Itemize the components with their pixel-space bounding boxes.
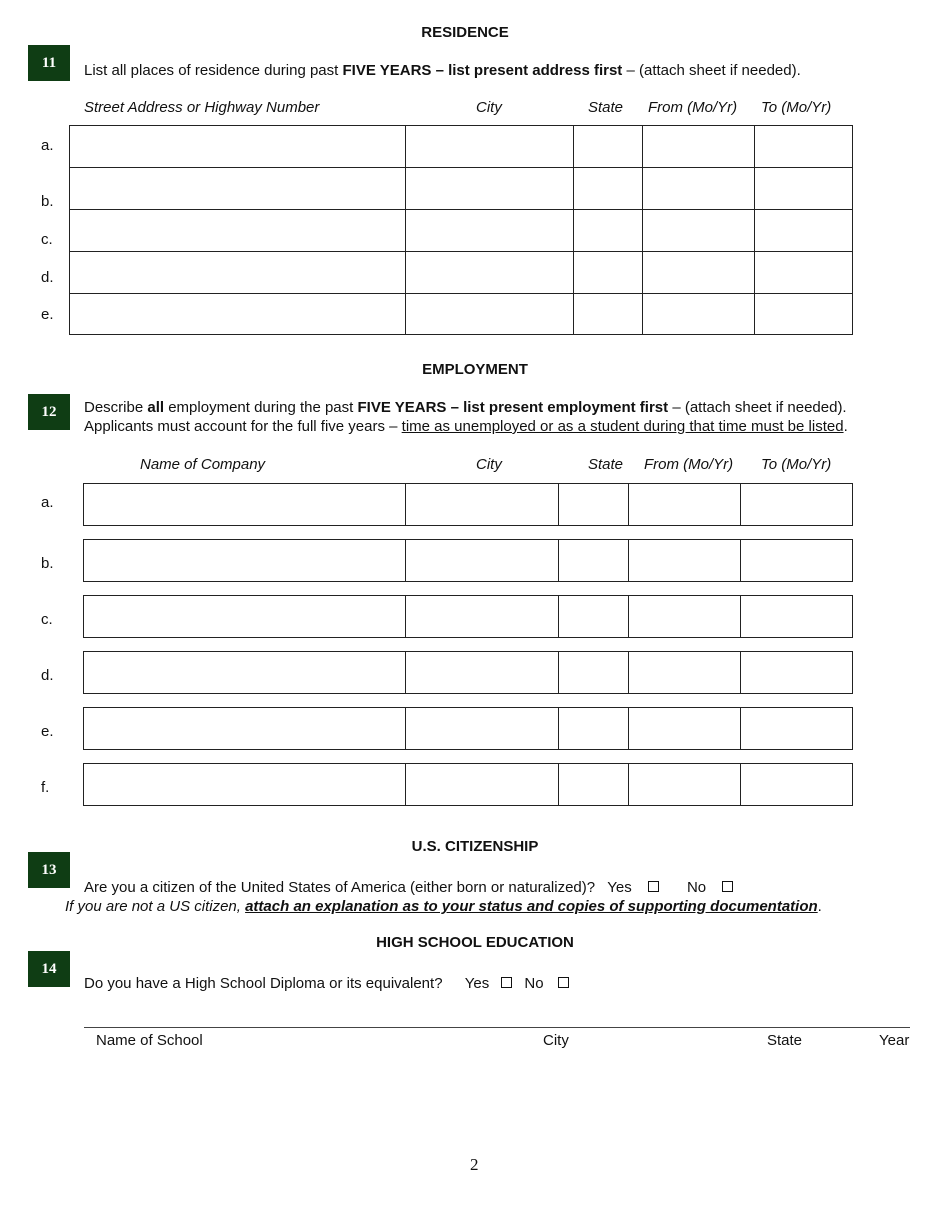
citizenship-yes-checkbox[interactable] bbox=[648, 881, 659, 892]
res-row-label-d: d. bbox=[41, 269, 54, 286]
emp-row-e-from-field[interactable] bbox=[629, 708, 740, 749]
emp-row-b-to-field[interactable] bbox=[741, 540, 853, 581]
res-col-to: To (Mo/Yr) bbox=[761, 99, 832, 116]
residence-instruction: List all places of residence during past FIVE YEARS – list present address first – (attach sheet if needed). bbox=[84, 62, 801, 79]
emp-col-to: To (Mo/Yr) bbox=[761, 456, 832, 473]
emp-row-b-company-field[interactable] bbox=[84, 540, 405, 581]
res-row-b-state[interactable] bbox=[574, 168, 641, 208]
citizenship-no-checkbox[interactable] bbox=[722, 881, 733, 892]
res-row-label-b: b. bbox=[41, 193, 54, 210]
school-col-name: Name of School bbox=[96, 1032, 203, 1049]
res-row-a-to[interactable] bbox=[755, 126, 852, 166]
res-row-d-street[interactable] bbox=[70, 252, 405, 293]
res-row-d-state[interactable] bbox=[574, 252, 641, 292]
emp-row-label-f: f. bbox=[41, 779, 50, 796]
section-12-badge: 12 bbox=[28, 394, 70, 430]
section-13-badge: 13 bbox=[28, 852, 70, 888]
res-row-c-city[interactable] bbox=[406, 210, 572, 250]
res-row-b-to[interactable] bbox=[755, 168, 852, 208]
emp-row-e-to-field[interactable] bbox=[741, 708, 853, 749]
emp-row-label-c: c. bbox=[41, 611, 53, 628]
education-heading: HIGH SCHOOL EDUCATION bbox=[376, 934, 574, 951]
res-col-from: From (Mo/Yr) bbox=[648, 99, 738, 116]
education-yes-label: Yes bbox=[464, 975, 490, 992]
emp-row-a-to-field[interactable] bbox=[741, 484, 853, 525]
emp-row-d-company-field[interactable] bbox=[84, 652, 405, 693]
res-row-a-city[interactable] bbox=[406, 126, 572, 166]
section-14-badge: 14 bbox=[28, 951, 70, 987]
emp-row-f-to-field[interactable] bbox=[741, 764, 853, 805]
emp-row-label-d: d. bbox=[41, 667, 54, 684]
school-col-year: Year bbox=[879, 1032, 910, 1049]
emp-row-e-state-field[interactable] bbox=[559, 708, 628, 749]
emp-col-state: State bbox=[588, 456, 624, 473]
res-col-city: City bbox=[476, 99, 502, 116]
employment-instruction-line1: Describe all employment during the past FIVE YEARS – list present employment first – (attach sheet if needed). bbox=[84, 399, 847, 416]
res-row-b-street[interactable] bbox=[70, 168, 405, 209]
res-row-e-street[interactable] bbox=[70, 294, 405, 334]
school-entry-line[interactable] bbox=[84, 1011, 910, 1028]
res-row-label-c: c. bbox=[41, 231, 53, 248]
emp-row-b-state-field[interactable] bbox=[559, 540, 628, 581]
emp-row-d-from-field[interactable] bbox=[629, 652, 740, 693]
section-11-badge: 11 bbox=[28, 45, 70, 81]
citizenship-no-label: No bbox=[686, 879, 707, 896]
emp-row-f-state-field[interactable] bbox=[559, 764, 628, 805]
res-row-d-city[interactable] bbox=[406, 252, 572, 292]
emp-row-b-city-field[interactable] bbox=[406, 540, 558, 581]
res-row-a-street[interactable] bbox=[70, 126, 405, 167]
residence-heading: RESIDENCE bbox=[421, 24, 509, 41]
res-col-state: State bbox=[588, 99, 624, 116]
emp-row-a-from-field[interactable] bbox=[629, 484, 740, 525]
res-row-c-street[interactable] bbox=[70, 210, 405, 251]
emp-col-city: City bbox=[476, 456, 502, 473]
education-no-label: No bbox=[524, 975, 544, 992]
res-row-b-from[interactable] bbox=[643, 168, 753, 208]
emp-row-f-from-field[interactable] bbox=[629, 764, 740, 805]
emp-row-f-company-field[interactable] bbox=[84, 764, 405, 805]
res-row-e-city[interactable] bbox=[406, 294, 572, 334]
school-col-city: City bbox=[543, 1032, 569, 1049]
employment-instruction-line2: Applicants must account for the full five years – time as unemployed or as a student during that time must be listed. bbox=[84, 418, 848, 435]
emp-row-label-a: a. bbox=[41, 494, 54, 511]
res-row-c-to[interactable] bbox=[755, 210, 852, 250]
res-row-a-state[interactable] bbox=[574, 126, 641, 166]
emp-row-d-to-field[interactable] bbox=[741, 652, 853, 693]
emp-row-f-city-field[interactable] bbox=[406, 764, 558, 805]
emp-row-a-state-field[interactable] bbox=[559, 484, 628, 525]
emp-row-a-company-field[interactable] bbox=[84, 484, 405, 525]
emp-row-e-company-field[interactable] bbox=[84, 708, 405, 749]
emp-row-c-city-field[interactable] bbox=[406, 596, 558, 637]
res-row-d-from[interactable] bbox=[643, 252, 753, 292]
emp-row-a-city-field[interactable] bbox=[406, 484, 558, 525]
emp-row-c-company-field[interactable] bbox=[84, 596, 405, 637]
citizenship-question: Are you a citizen of the United States of America (either born or naturalized)? Yes No bbox=[84, 879, 733, 896]
emp-row-label-e: e. bbox=[41, 723, 54, 740]
education-yes-checkbox[interactable] bbox=[501, 977, 512, 988]
emp-col-from: From (Mo/Yr) bbox=[644, 456, 734, 473]
res-row-e-state[interactable] bbox=[574, 294, 641, 334]
citizenship-note: If you are not a US citizen, attach an explanation as to your status and copies of supporting documentation. bbox=[65, 898, 822, 915]
school-col-state: State bbox=[767, 1032, 803, 1049]
education-question: Do you have a High School Diploma or its equivalent? Yes No bbox=[84, 975, 569, 992]
res-row-a-from[interactable] bbox=[643, 126, 753, 166]
education-no-checkbox[interactable] bbox=[558, 977, 569, 988]
res-row-e-to[interactable] bbox=[755, 294, 852, 334]
citizenship-yes-label: Yes bbox=[607, 879, 632, 896]
employment-heading: EMPLOYMENT bbox=[422, 361, 528, 378]
emp-row-d-state-field[interactable] bbox=[559, 652, 628, 693]
emp-col-company: Name of Company bbox=[140, 456, 266, 473]
res-row-c-from[interactable] bbox=[643, 210, 753, 250]
emp-row-c-from-field[interactable] bbox=[629, 596, 740, 637]
page-number: 2 bbox=[470, 1155, 479, 1174]
emp-row-label-b: b. bbox=[41, 555, 54, 572]
emp-row-c-state-field[interactable] bbox=[559, 596, 628, 637]
emp-row-d-city-field[interactable] bbox=[406, 652, 558, 693]
res-row-c-state[interactable] bbox=[574, 210, 641, 250]
res-col-street: Street Address or Highway Number bbox=[84, 99, 320, 116]
res-row-label-a: a. bbox=[41, 137, 54, 154]
emp-row-b-from-field[interactable] bbox=[629, 540, 740, 581]
res-row-b-city[interactable] bbox=[406, 168, 572, 208]
citizenship-heading: U.S. CITIZENSHIP bbox=[411, 838, 539, 855]
emp-row-c-to-field[interactable] bbox=[741, 596, 853, 637]
emp-row-e-city-field[interactable] bbox=[406, 708, 558, 749]
res-row-e-from[interactable] bbox=[643, 294, 753, 334]
res-row-label-e: e. bbox=[41, 306, 54, 323]
res-row-d-to[interactable] bbox=[755, 252, 852, 292]
